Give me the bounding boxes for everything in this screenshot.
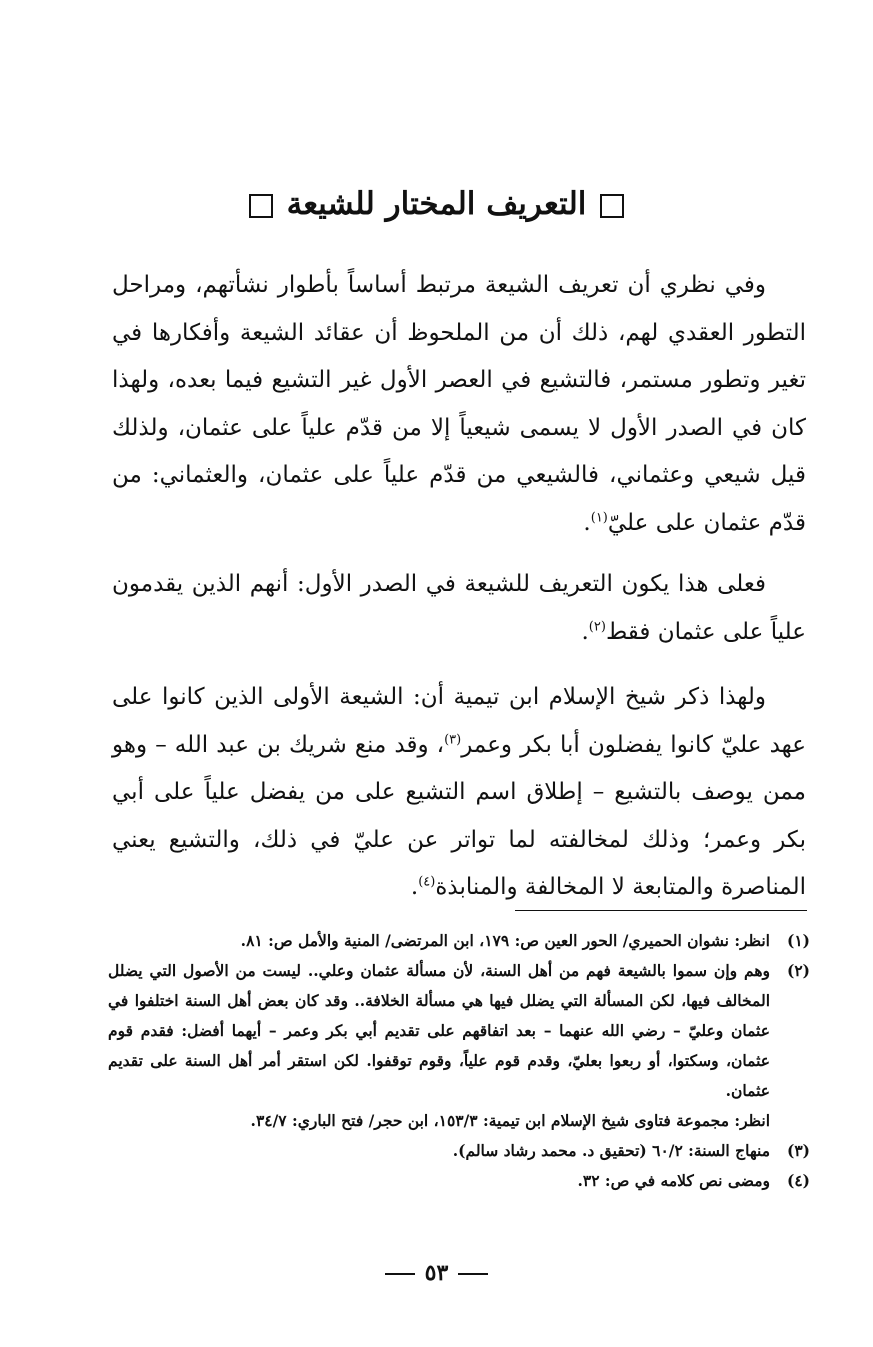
- footnote-number: (٤): [786, 1171, 810, 1190]
- page-number: [0, 1260, 873, 1286]
- page-number-value: ٥٣: [424, 1260, 449, 1286]
- footnote-text: منهاج السنة: ٦٠/٢ (تحقيق د. محمد رشاد سالم).: [452, 1141, 770, 1160]
- footnote-ref: (٤): [418, 874, 436, 890]
- footnotes: [108, 926, 810, 1196]
- footnote-text: ومضى نص كلامه في ص: ٣٢.: [577, 1171, 770, 1190]
- paragraph-text: وفي نظري أن تعريف الشيعة مرتبط أساساً بأطوار نشأتهم، ومراحل التطور العقدي لهم، ذلك أن من الملحوظ أن عقائد الشيعة وأفكارها في تغير وتطور مستمر، فالتشيع في العصر الأول غير التشيع فيما بعده، ولهذا كان في الصدر الأول لا يسمى شيعياً إلا من قدّم علياً على عثمان، ولذلك قيل شيعي وعثماني، فالشيعي من قدّم علياً على عثمان، والعثماني: من قدّم عثمان على عليّ: [112, 272, 806, 536]
- paragraph-2: فعلى هذا يكون التعريف للشيعة في الصدر الأول: أنهم الذين يقدمون علياً على عثمان فقط$^{(٢)}$.: [112, 571, 806, 645]
- footnote-ref: (١): [590, 509, 608, 525]
- dash-ornament: [458, 1273, 488, 1275]
- footnote-ref: (٢): [588, 618, 606, 634]
- footnote-text: انظر: نشوان الحميري/ الحور العين ص: ١٧٩، ابن المرتضى/ المنية والأمل ص: ٨١.: [240, 931, 770, 950]
- footnote-2: [108, 956, 810, 1106]
- section-title: التعريف المختار للشيعة: [286, 186, 587, 222]
- footnote-number: (٢): [786, 961, 810, 980]
- footnote-number: (٣): [786, 1141, 810, 1160]
- body-text: [112, 262, 806, 912]
- paragraph-3: ولهذا ذكر شيخ الإسلام ابن تيمية أن: الشيعة الأولى الذين كانوا على عهد عليّ كانوا يفضلون أبا بكر وعمر$^{(٣)}$، وقد منع شريك بن عبد الله – وهو ممن يوصف بالتشيع – إطلاق اسم التشيع على من يفضل علياً على أبي بكر وعمر؛ وذلك لمخالفته لما تواتر عن عليّ في ذلك، والتشيع يعني المناصرة والمتابعة لا المخالفة والمنابذة$^{(٤)}$.: [112, 684, 806, 900]
- footnote-separator: [515, 910, 807, 911]
- footnote-4: [108, 1166, 810, 1196]
- square-ornament-icon: [600, 194, 624, 218]
- footnote-1: [108, 926, 810, 956]
- footnote-2-sources: انظر: مجموعة فتاوى شيخ الإسلام ابن تيمية: ١٥٣/٣، ابن حجر/ فتح الباري: ٣٤/٧.: [250, 1111, 770, 1130]
- paragraph-text: ولهذا ذكر شيخ الإسلام ابن تيمية أن: الشيعة الأولى الذين كانوا على عهد عليّ كانوا يفضلون أبا بكر وعمر: [112, 684, 806, 758]
- square-ornament-icon: [249, 194, 273, 218]
- paragraph-1: وفي نظري أن تعريف الشيعة مرتبط أساساً بأطوار نشأتهم، ومراحل التطور العقدي لهم، ذلك أن من الملحوظ أن عقائد الشيعة وأفكارها في تغير وتطور مستمر، فالتشيع في العصر الأول غير التشيع فيما بعده، ولهذا كان في الصدر الأول لا يسمى شيعياً إلا من قدّم علياً على عثمان، ولذلك قيل شيعي وعثماني، فالشيعي من قدّم علياً على عثمان، والعثماني: من قدّم عثمان على عليّ$^{(١)}$.: [112, 272, 806, 536]
- footnote-ref: (٣): [444, 731, 462, 747]
- footnote-number: (١): [786, 931, 810, 950]
- footnote-text: وهم وإن سموا بالشيعة فهم من أهل السنة، لأن مسألة عثمان وعلي.. ليست من الأصول التي يضلل المخالف فيها، لكن المسألة التي يضلل فيها هي مسألة الخلافة.. وقد كان بعض أهل السنة اختلفوا في عثمان وعليّ – رضي الله عنهما – بعد اتفاقهم على تقديم أبي بكر وعمر – أيهما أفضل: فقدم قوم عثمان، وسكتوا، أو ربعوا بعليّ، وقدم قوم علياً، وقوم توقفوا. لكن استقر أمر أهل السنة على تقديم عثمان.: [108, 961, 770, 1100]
- paragraph-text: ، وقد منع شريك بن عبد الله – وهو ممن يوصف بالتشيع – إطلاق اسم التشيع على من يفضل علياً على أبي بكر وعمر؛ وذلك لمخالفته لما تواتر عن عليّ في ذلك، والتشيع يعني المناصرة والمتابعة لا المخالفة والمنابذة: [112, 731, 806, 900]
- footnote-3: [108, 1136, 810, 1166]
- paragraph-text: فعلى هذا يكون التعريف للشيعة في الصدر الأول: أنهم الذين يقدمون علياً على عثمان فقط: [112, 571, 806, 645]
- dash-ornament: [385, 1273, 415, 1275]
- section-heading: [0, 180, 873, 228]
